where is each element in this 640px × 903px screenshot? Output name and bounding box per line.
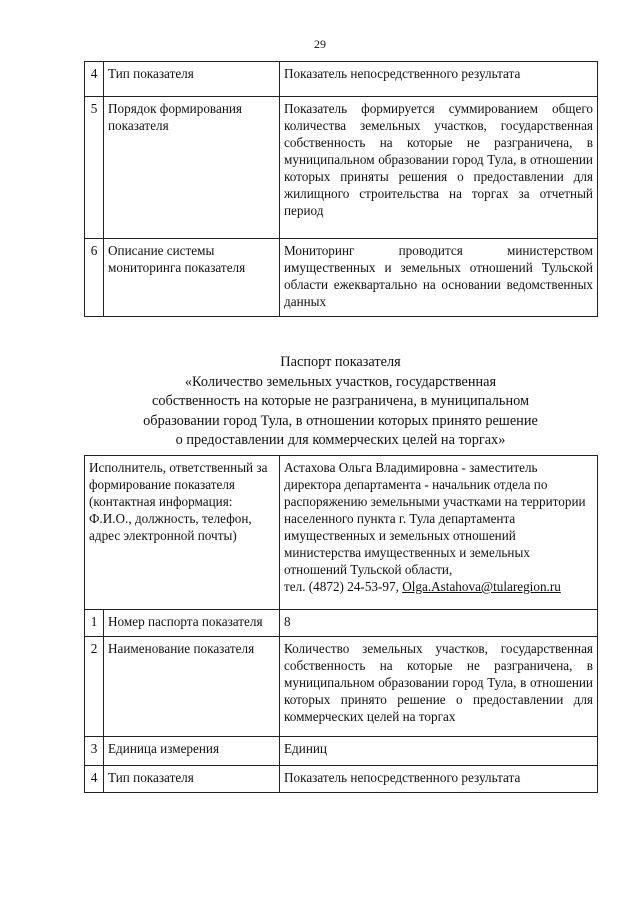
- row-number: 4: [85, 62, 104, 97]
- table-row: [85, 766, 598, 793]
- row-number: 5: [85, 97, 104, 239]
- indicator-table-continued: [84, 61, 598, 317]
- passport-title-line: Паспорт показателя: [280, 354, 401, 370]
- executor-value-cell: [280, 456, 598, 610]
- row-label: Описание системы мониторинга показателя: [104, 239, 280, 317]
- row-number: 4: [85, 766, 104, 793]
- row-value: 8: [280, 610, 598, 637]
- row-label: Порядок формирования показателя: [104, 97, 280, 239]
- table-row: [85, 239, 598, 317]
- executor-label: Исполнитель, ответственный за формирование показателя (контактная информация: Ф.И.О., должность, телефон, адрес электронной почты): [85, 456, 280, 610]
- row-number: 2: [85, 637, 104, 737]
- row-number: 6: [85, 239, 104, 317]
- passport-title: [84, 353, 597, 451]
- executor-value: Астахова Ольга Владимировна - заместитель директора департамента - начальник отдела по распоряжению земельными участками на территории населенного пункта г. Тула департамента имущественных и земельных отношений министерства имущественных и земельных отношений Тульской области,: [284, 460, 586, 577]
- page-number: 29: [314, 37, 326, 51]
- row-number: 3: [85, 737, 104, 766]
- executor-contacts: [284, 578, 593, 595]
- passport-title-line: образовании город Тула, в отношении которых принято решение: [143, 412, 538, 429]
- executor-phone: тел. (4872) 24-53-97,: [284, 579, 399, 594]
- row-number: 1: [85, 610, 104, 637]
- passport-title-line: собственность на которые не разграничена, в муниципальном: [151, 393, 530, 409]
- row-value: Показатель непосредственного результата: [280, 766, 598, 793]
- row-value: Мониторинг проводится министерством имущественных и земельных отношений Тульской области ежеквартально на основании ведомственных данных: [280, 239, 598, 317]
- row-value: Количество земельных участков, государственная собственность на которые не разграничена, в муниципальном образовании город Тула, в отношении которых принято решение о предоставлении для коммерческих целей на торгах: [280, 637, 598, 737]
- row-value: Единиц: [280, 737, 598, 766]
- indicator-passport-table: [84, 455, 598, 793]
- table-row: [85, 97, 598, 239]
- row-label: Тип показателя: [104, 62, 280, 97]
- passport-title-line: о предоставлении для коммерческих целей на торгах»: [175, 432, 506, 448]
- table-row: [85, 62, 598, 97]
- table-row: [85, 737, 598, 766]
- row-label: Тип показателя: [104, 766, 280, 793]
- row-value: Показатель формируется суммированием общего количества земельных участков, государственная собственность на которые не разграничена, в муниципальном образовании город Тула, в отношении которых приняты решения о предоставлении для жилищного строительства на торгах за отчетный период: [280, 97, 598, 239]
- executor-row: [85, 456, 598, 610]
- row-label: Наименование показателя: [104, 637, 280, 737]
- passport-title-line: «Количество земельных участков, государственная: [184, 373, 497, 390]
- table-row: [85, 610, 598, 637]
- row-label: Номер паспорта показателя: [104, 610, 280, 637]
- executor-email-link[interactable]: Olga.Astahova@tularegion.ru: [402, 579, 561, 594]
- table-row: [85, 637, 598, 737]
- row-value: Показатель непосредственного результата: [280, 62, 598, 97]
- row-label: Единица измерения: [104, 737, 280, 766]
